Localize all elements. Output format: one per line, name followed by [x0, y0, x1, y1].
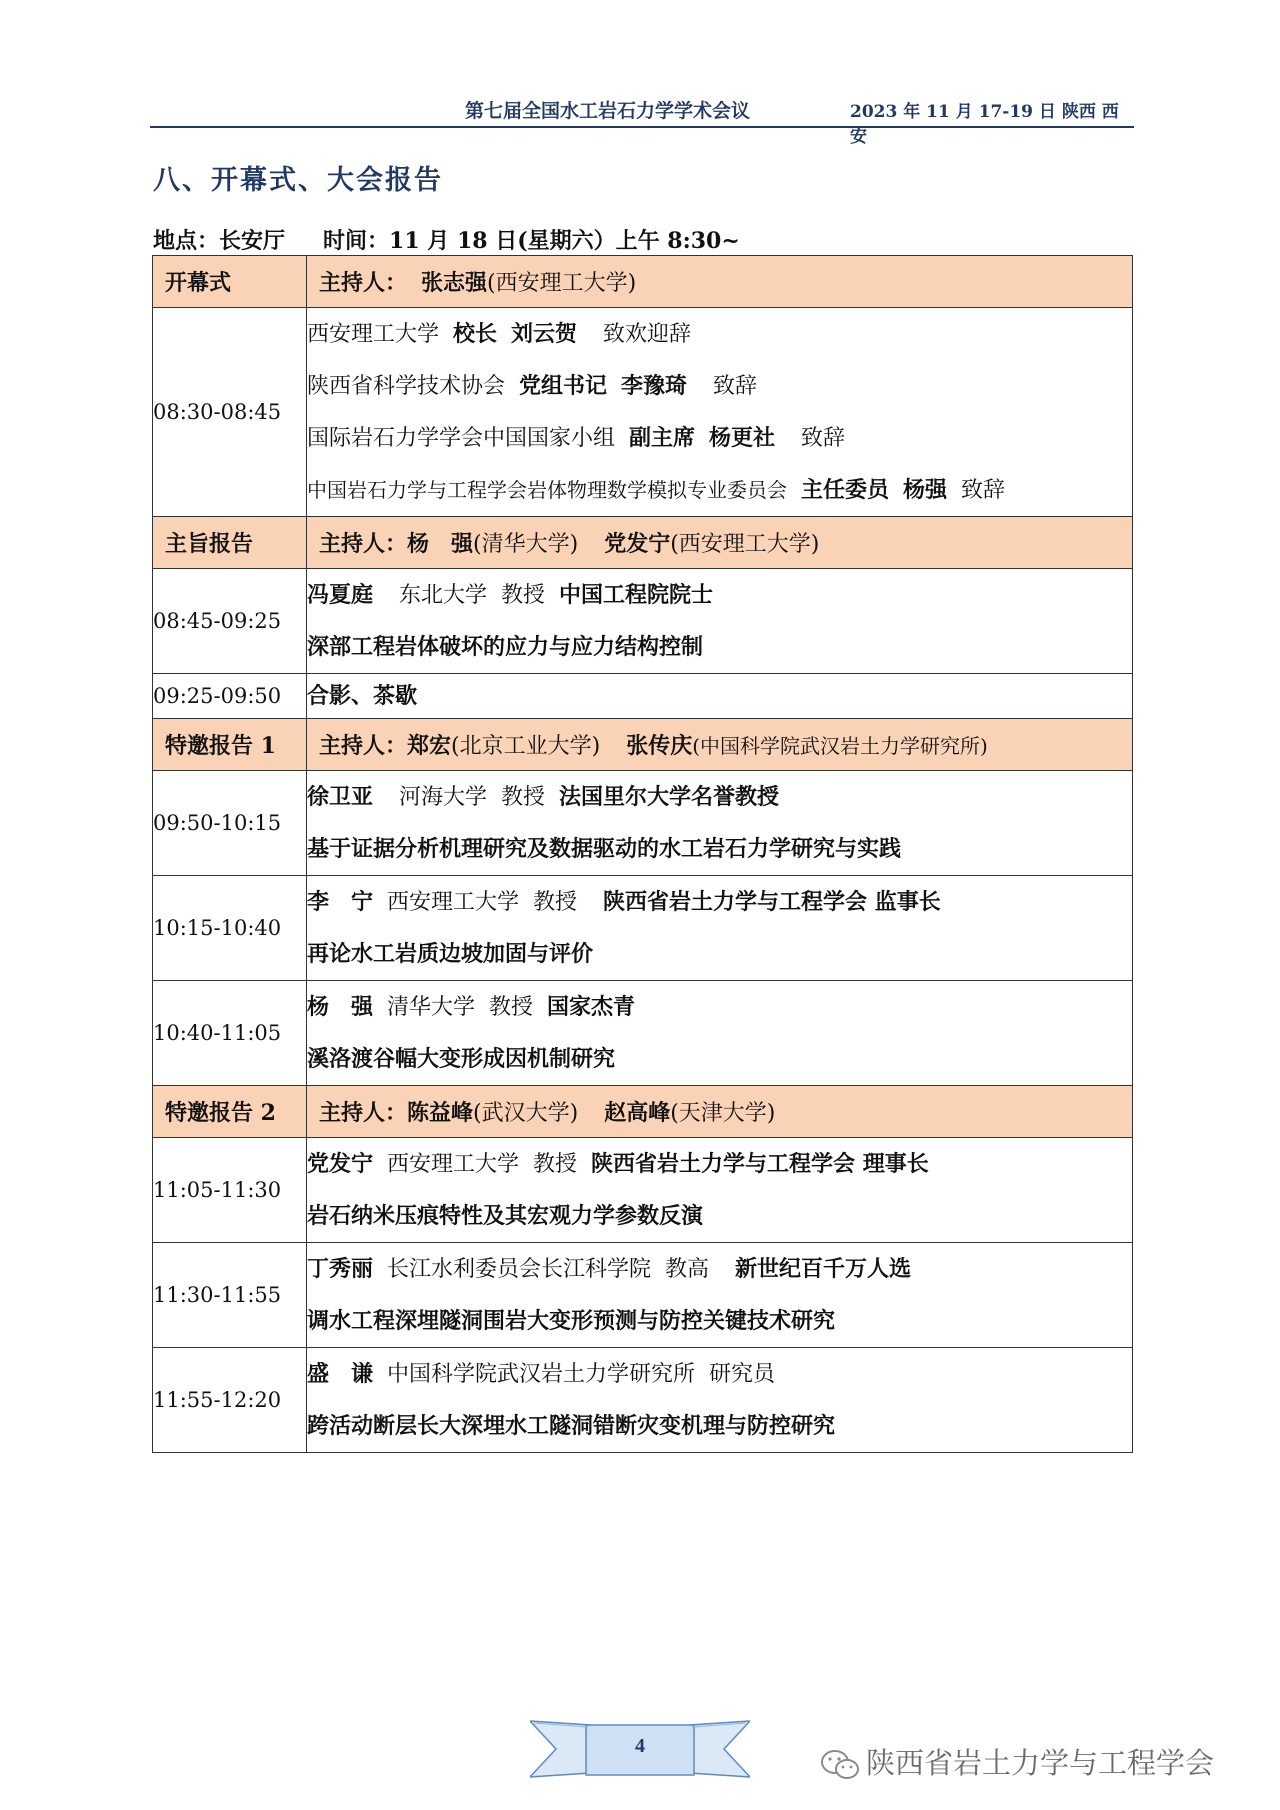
speaker-org: 国际岩石力学学会中国国家小组 [307, 426, 616, 451]
speaker-line [307, 876, 1132, 928]
schedule-row [153, 1243, 1133, 1348]
speaker-org: 陕西省科学技术协会 [307, 374, 506, 399]
account-watermark [820, 1741, 1214, 1781]
conference-date-location: 2023 年 11 月 17-19 日 陕西 西安 [850, 102, 1119, 147]
speaker-org: 清华大学 [387, 995, 476, 1020]
host-org: (武汉大学) [473, 1101, 579, 1126]
speaker-role: 副主席 [629, 425, 696, 451]
host-name: 党发宁 [604, 531, 671, 557]
report-cell [307, 569, 1133, 674]
host-org: (清华大学) [473, 532, 579, 557]
host-name: 杨 强 [407, 531, 474, 557]
time-slot: 11:05-11:30 [153, 1138, 307, 1243]
section-label: 开幕式 [153, 256, 307, 308]
section-row-invited-2 [153, 1086, 1133, 1138]
report-cell [307, 876, 1133, 981]
report-cell [307, 1138, 1133, 1243]
speaker-org: 西安理工大学 [307, 322, 440, 347]
host-name: 张传庆 [626, 733, 693, 759]
speech-list [307, 308, 1133, 517]
time-slot: 10:40-11:05 [153, 981, 307, 1086]
speaker-line [307, 1243, 1132, 1295]
schedule-table [152, 255, 1133, 1453]
speech-type: 致辞 [961, 478, 1006, 503]
schedule-row [153, 981, 1133, 1086]
host-org: (西安理工大学) [487, 271, 637, 296]
speaker-name: 李豫琦 [621, 373, 688, 399]
report-cell [307, 981, 1133, 1086]
speaker-line [307, 771, 1132, 823]
section-row-invited-1 [153, 719, 1133, 771]
speaker-honor: 新世纪百千万人选 [735, 1256, 912, 1282]
speaker-title: 教授 [533, 1152, 578, 1177]
session-meta [153, 224, 740, 255]
section-title: 八、开幕式、大会报告 [153, 165, 443, 196]
page-number: 4 [635, 1735, 645, 1757]
speech-type: 致欢迎辞 [603, 322, 692, 347]
speaker-line [307, 569, 1132, 621]
host-cell [307, 256, 1133, 308]
report-topic: 溪洛渡谷幅大变形成因机制研究 [307, 1046, 616, 1072]
speaker-org: 河海大学 [399, 785, 488, 810]
speaker-line [307, 1348, 1132, 1400]
watermark-text: 陕西省岩土力学与工程学会 [866, 1746, 1215, 1780]
speaker-role: 党组书记 [519, 373, 608, 399]
speaker-name: 李 宁 [307, 889, 374, 915]
host-name: 郑宏 [407, 733, 452, 759]
time-slot: 08:30-08:45 [153, 308, 307, 517]
report-topic: 深部工程岩体破坏的应力与应力结构控制 [307, 634, 704, 660]
break-text: 合影、茶歇 [307, 683, 418, 709]
host-label: 主持人： [319, 531, 408, 557]
speaker-title: 教授 [489, 995, 534, 1020]
session-location: 地点：长安厅 [153, 228, 286, 254]
page-header [150, 94, 1134, 147]
host-name: 陈益峰 [407, 1100, 474, 1126]
report-cell [307, 1348, 1133, 1453]
speaker-org: 中国科学院武汉岩土力学研究所 [387, 1362, 696, 1387]
speaker-title: 教授 [501, 583, 546, 608]
speaker-honor: 陕西省岩土力学与工程学会 理事长 [591, 1151, 929, 1177]
speaker-honor: 陕西省岩土力学与工程学会 监事长 [603, 889, 941, 915]
speaker-org: 西安理工大学 [387, 1152, 520, 1177]
speaker-name: 徐卫亚 [307, 784, 374, 810]
speaker-line [307, 1138, 1132, 1190]
time-slot: 09:25-09:50 [153, 674, 307, 719]
wechat-icon [820, 1748, 860, 1782]
speaker-honor: 国家杰青 [547, 994, 636, 1020]
report-topic: 再论水工岩质边坡加固与评价 [307, 941, 594, 967]
schedule-row [153, 1138, 1133, 1243]
speaker-role: 校长 [453, 321, 498, 347]
speaker-org: 东北大学 [399, 583, 488, 608]
host-name: 张志强 [421, 270, 488, 296]
time-slot: 11:30-11:55 [153, 1243, 307, 1348]
section-row-keynote [153, 517, 1133, 569]
conference-name: 第七届全国水工岩石力学学术会议 [465, 100, 751, 122]
time-slot: 08:45-09:25 [153, 569, 307, 674]
section-row-opening [153, 256, 1133, 308]
speaker-role: 主任委员 [801, 477, 890, 503]
schedule-row [153, 1348, 1133, 1453]
schedule-row [153, 771, 1133, 876]
schedule-row [153, 674, 1133, 719]
speaker-name: 杨更社 [709, 425, 776, 451]
report-cell [307, 771, 1133, 876]
speech-type: 致辞 [713, 374, 758, 399]
speaker-honor: 法国里尔大学名誉教授 [559, 784, 780, 810]
host-label: 主持人： [319, 270, 408, 296]
section-label: 特邀报告 2 [153, 1086, 307, 1138]
section-label: 主旨报告 [153, 517, 307, 569]
speech-line [307, 360, 1132, 412]
host-cell [307, 719, 1133, 771]
speaker-title: 教授 [501, 785, 546, 810]
speaker-org: 西安理工大学 [387, 890, 520, 915]
host-cell [307, 517, 1133, 569]
report-cell [307, 1243, 1133, 1348]
speaker-name: 刘云贺 [511, 321, 578, 347]
speaker-org: 长江水利委员会长江科学院 [387, 1257, 652, 1282]
speaker-name: 盛 谦 [307, 1361, 374, 1387]
speaker-honor: 中国工程院院士 [559, 582, 714, 608]
report-topic: 基于证据分析机理研究及数据驱动的水工岩石力学研究与实践 [307, 836, 902, 862]
host-org: (西安理工大学) [670, 532, 820, 557]
report-topic: 调水工程深埋隧洞围岩大变形预测与防控关键技术研究 [307, 1308, 836, 1334]
speaker-name: 丁秀丽 [307, 1256, 374, 1282]
page-number-badge [530, 1715, 750, 1783]
break-cell [307, 674, 1133, 719]
speech-line [307, 308, 1132, 360]
host-name: 赵高峰 [604, 1100, 671, 1126]
section-label: 特邀报告 1 [153, 719, 307, 771]
speech-line [307, 412, 1132, 464]
report-topic: 跨活动断层长大深埋水工隧洞错断灾变机理与防控研究 [307, 1413, 836, 1439]
schedule-row [153, 876, 1133, 981]
time-slot: 11:55-12:20 [153, 1348, 307, 1453]
host-label: 主持人： [319, 1100, 408, 1126]
speaker-name: 杨强 [903, 477, 948, 503]
speaker-org: 中国岩石力学与工程学会岩体物理数学模拟专业委员会 [307, 478, 787, 502]
host-org: (中国科学院武汉岩土力学研究所) [692, 734, 988, 758]
schedule-row [153, 569, 1133, 674]
speaker-title: 教授 [533, 890, 578, 915]
speech-type: 致辞 [801, 426, 846, 451]
time-slot: 10:15-10:40 [153, 876, 307, 981]
speaker-name: 杨 强 [307, 994, 374, 1020]
speaker-title: 教高 [665, 1257, 710, 1282]
report-topic: 岩石纳米压痕特性及其宏观力学参数反演 [307, 1203, 704, 1229]
time-slot: 09:50-10:15 [153, 771, 307, 876]
host-cell [307, 1086, 1133, 1138]
speaker-title: 研究员 [709, 1362, 776, 1387]
schedule-row [153, 308, 1133, 517]
speaker-name: 冯夏庭 [307, 582, 374, 608]
speaker-name: 党发宁 [307, 1151, 374, 1177]
session-time: 时间：11 月 18 日(星期六）上午 8:30~ [323, 228, 740, 254]
speaker-line [307, 981, 1132, 1033]
host-org: (北京工业大学) [451, 734, 601, 759]
speech-line [307, 464, 1132, 516]
host-label: 主持人： [319, 733, 408, 759]
host-org: (天津大学) [670, 1101, 776, 1126]
